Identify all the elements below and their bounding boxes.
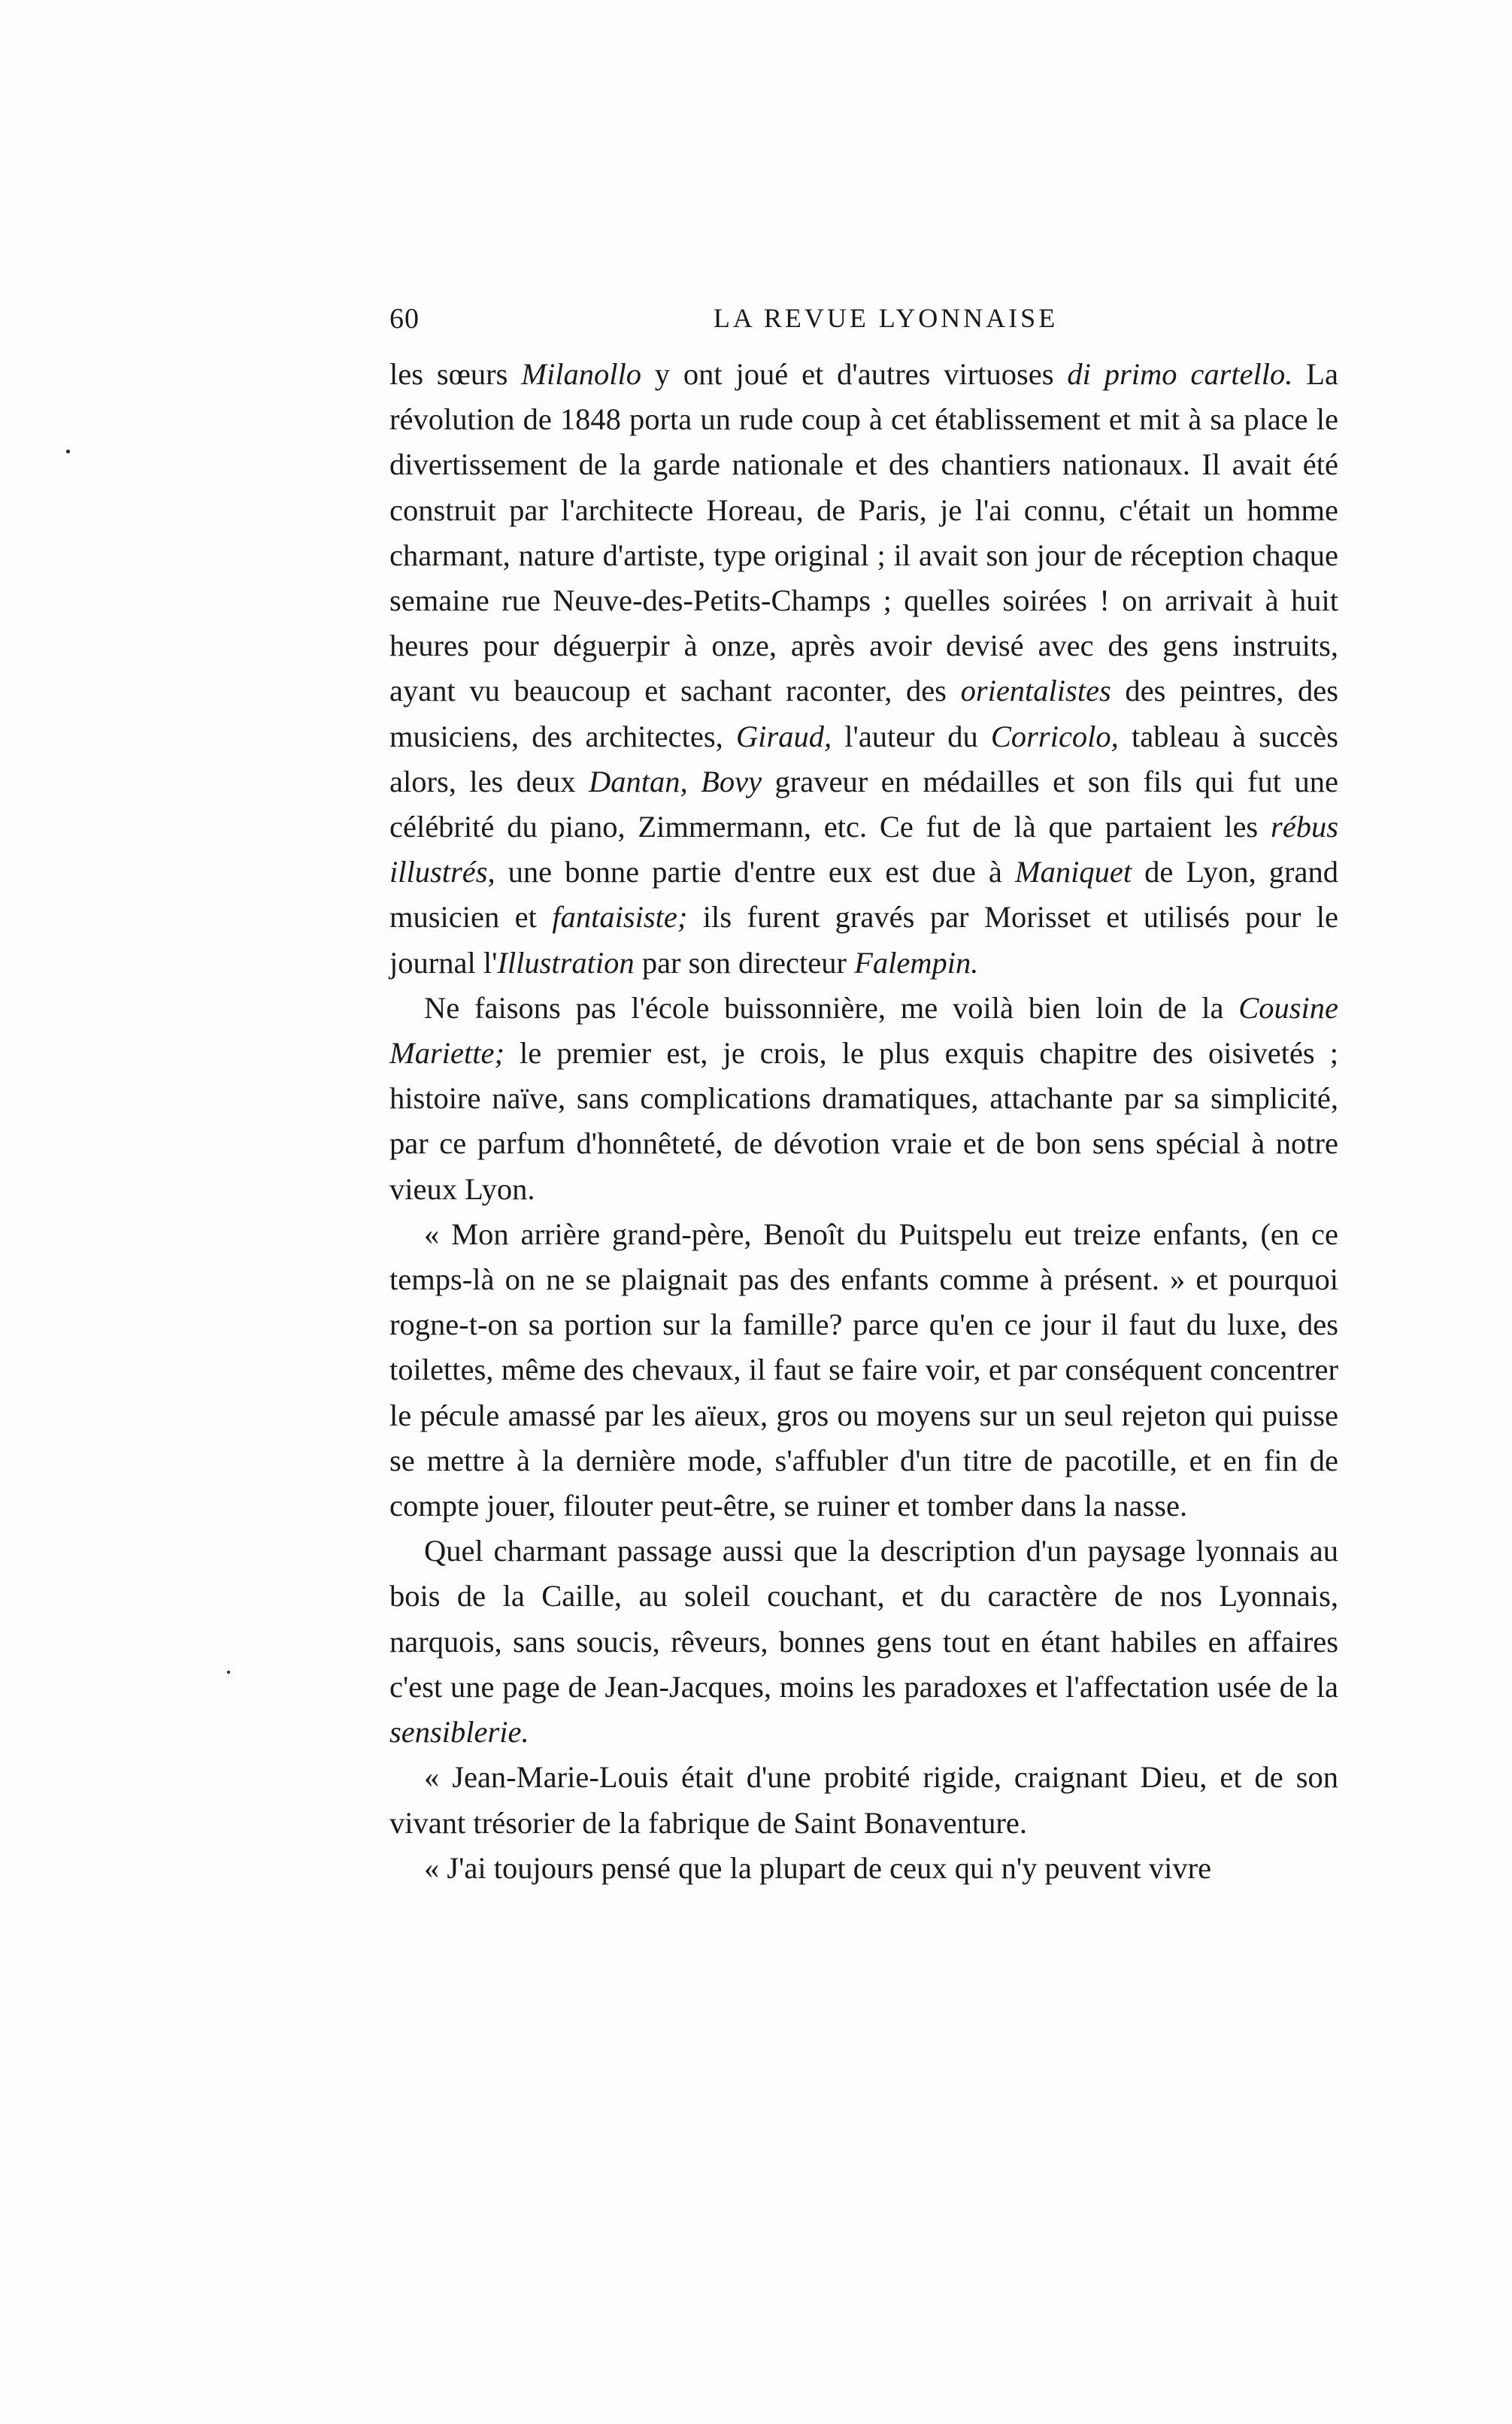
text-run: Ne faisons pas l'école buissonnière, me voilà bien loin de la xyxy=(424,990,1239,1025)
paragraph xyxy=(389,986,1338,1212)
print-speck xyxy=(227,1671,230,1674)
italic-text: Corricolo, xyxy=(990,719,1119,753)
print-speck xyxy=(66,450,70,453)
paragraph xyxy=(389,1755,1338,1845)
text-run: ils furent gravés par Morisset et utilisés pour le journal l' xyxy=(389,900,1338,980)
italic-text: Maniquet xyxy=(1014,855,1132,889)
text-run: les sœurs xyxy=(389,357,522,391)
text-run: de Lyon, grand musicien et xyxy=(389,855,1338,935)
text-run: tableau à succès alors, les deux xyxy=(389,719,1338,798)
italic-text: Illustration xyxy=(497,945,635,980)
running-title: LA REVUE LYONNAISE xyxy=(713,303,1059,333)
text-run: y ont joué et d'autres virtuoses xyxy=(641,357,1068,391)
paragraph xyxy=(389,1529,1338,1755)
text-run: l'auteur du xyxy=(832,719,991,753)
page-header xyxy=(389,302,1338,347)
text-run: La révolution de 1848 porta un rude coup à cet établissement et mit à sa place le divertissement de la garde nationale et des chantiers nationaux. Il avait été construit par l'architecte Horeau, de Paris, je l'ai connu, c'était un homme charmant, nature d'artiste, type original ; il avait son jour de réception chaque semaine rue Neuve-des-Petits-Champs ; quelles soirées ! on arrivait à huit heures pour déguerpir à onze, après avoir devisé avec des gens instruits, ayant vu beaucoup et sachant raconter, des xyxy=(389,357,1339,708)
italic-text: fantaisiste; xyxy=(552,900,688,935)
text-run: des peintres, des musiciens, des architectes, xyxy=(389,674,1338,753)
italic-text: orientalistes xyxy=(960,674,1111,708)
text-run: « Jean-Marie-Louis était d'une probité rigide, craignant Dieu, et de son vivant trésorier de la fabrique de Saint Bonaventure. xyxy=(389,1760,1338,1840)
text-run: une bonne partie d'entre eux est due à xyxy=(495,855,1015,889)
text-run: le premier est, je crois, le plus exquis chapitre des oisivetés ; histoire naïve, sans complications dramatiques, attachante par sa simplicité, par ce parfum d'honnêteté, de dévotion vraie et de bon sens spécial à notre vieux Lyon. xyxy=(389,1036,1338,1206)
page-number: 60 xyxy=(389,303,420,335)
paragraph xyxy=(389,1212,1338,1529)
italic-text: di primo cartello. xyxy=(1067,357,1293,391)
paragraph xyxy=(389,1846,1338,1891)
italic-text: Cousine Mariette; xyxy=(389,990,1338,1071)
italic-text: rébus illustrés, xyxy=(389,810,1338,889)
text-run: « J'ai toujours pensé que la plupart de ceux qui n'y peuvent vivre xyxy=(424,1850,1212,1885)
italic-text: Dantan, Bovy xyxy=(589,764,762,798)
italic-text: sensiblerie. xyxy=(389,1715,529,1750)
italic-text: Milanollo xyxy=(521,357,641,391)
italic-text: Falempin. xyxy=(854,945,979,980)
text-run: Quel charmant passage aussi que la description d'un paysage lyonnais au bois de la Caille, au soleil couchant, et du caractère de nos Lyonnais, narquois, sans soucis, rêveurs, bonnes gens tout en étant habiles en affaires c'est une page de Jean-Jacques, moins les paradoxes et l'affectation usée de la xyxy=(389,1534,1338,1704)
body-text xyxy=(389,352,1338,1891)
text-run: graveur en médailles et son fils qui fut une célébrité du piano, Zimmermann, etc. Ce fut de là que partaient les xyxy=(389,764,1338,844)
paragraph xyxy=(389,352,1338,986)
text-run: par son directeur xyxy=(634,945,855,980)
text-run: « Mon arrière grand-père, Benoît du Puitspelu eut treize enfants, (en ce temps-là on ne se plaignait pas des enfants comme à présent. » et pourquoi rogne-t-on sa portion sur la famille? parce qu'en ce jour il faut du luxe, des toilettes, même des chevaux, il faut se faire voir, et par conséquent concentrer le pécule amassé par les aïeux, gros ou moyens sur un seul rejeton qui puisse se mettre à la dernière mode, s'affubler d'un titre de pacotille, et en fin de compte jouer, filouter peut-être, se ruiner et tomber dans la nasse. xyxy=(389,1217,1338,1523)
italic-text: Giraud, xyxy=(735,719,832,753)
